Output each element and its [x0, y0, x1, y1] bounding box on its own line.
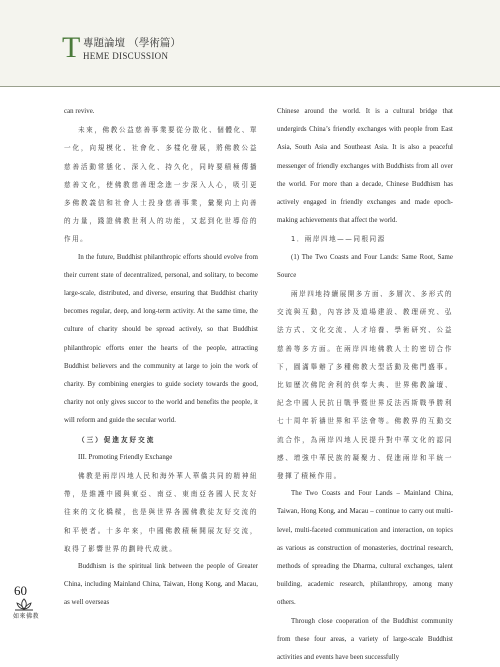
subheading-english: (1) The Two Coasts and Four Lands: Same Root, Same Source: [277, 253, 453, 279]
subheading-chinese: （三）促進友好交流: [78, 435, 156, 444]
right-text-column: [277, 103, 453, 667]
paragraph-1: can revive.: [64, 108, 95, 115]
subheading-english: III. Promoting Friendly Exchange: [78, 453, 173, 461]
paragraph-6: Chinese around the world. It is a cultural bridge that undergirds China’s friendly exchanges with people from East Asia, South Asia and Southeast Asia. It is also a peaceful messenger of friendly exchanges with Buddhists from all over the world. For more than a decade, Chinese Buddhism has actively engaged in friendly exchanges and made epoch-making achievements that affect the world.: [277, 108, 453, 225]
left-text-column: [64, 103, 258, 613]
paragraph-4: 佛教是兩岸四地人民和海外華人華僑共同的精神紐帶，是維護中國與東亞、南亞、東南亞各國人民友好往來的文化橋樑，也是與世界各國佛教徒友好交流的和平使者。十多年來，中國佛教積極開展友好交流，取得了影響世界的劃時代成就。: [64, 472, 258, 553]
lotus-logo-icon: [12, 598, 36, 612]
page-number: 60: [14, 583, 27, 598]
paragraph-8: The Two Coasts and Four Lands – Mainland China, Taiwan, Hong Kong, and Macau – continue to carry out multi-level, multi-faceted communication and interaction, on topics as various as construction of monasteries, doctrinal research, methods of spreading the Dharma, cultural exchanges, talent building, academic research, philanthropy, among many others.: [277, 490, 453, 607]
publication-name: 如來佛教: [13, 613, 40, 620]
paragraph-7: 兩岸四地持續展開多方面、多層次、多形式的交流與互動，內容涉及道場建設、教理研究、弘法方式、文化交流、人才培養、學術研究、公益慈善等多方面。在兩岸四地佛教人士的密切合作下，圓滿舉辦了多種佛教大型活動及佛門盛事。比如歷次佛陀舍利的供奉大典、世界佛教論壇、紀念中國人民抗日戰爭暨世界反法西斯戰爭勝利七十周年祈禱世界和平法會等。佛教界的互動交流合作，為兩岸四地人民提升對中華文化的認同感、增強中華民族的凝聚力、促進兩岸和平統一發揮了積極作用。: [277, 290, 453, 481]
paragraph-2: 未來，佛教公益慈善事業要從分散化、個體化、單一化，向規模化、社會化、多樣化發展，將佛教公益慈善活動常態化、深入化、持久化，同時要積極傳播慈善文化，使佛教慈善理念進一步深入人心，吸引更多佛教義信和社會人士投身慈善事業，彙聚向上向善的力量，踐證佛教世利人的功能，又起到化世導俗的作用。: [64, 126, 258, 244]
subheading-chinese: 1．兩岸四地——同根同源: [291, 235, 386, 244]
section-title-chinese: 專題論壇 （學術篇）: [83, 37, 181, 49]
paragraph-5: Buddhism is the spiritual link between the people of Greater China, including Mainland China, Taiwan, Hong Kong, and Macau, as well overseas: [64, 563, 258, 607]
paragraph-3: In the future, Buddhist philanthropic efforts should evolve from their current state of decentralized, personal, and solitary, to become large-scale, distributed, and diverse, ensuring that Buddhist charity becomes regular, deep, and long-term activity. At the same time, the culture of charity should be spread actively, so that Buddhist philanthropic efforts enter the hearts of the people, attracting Buddhist believers and the community at large to join the work of charity. By combining energies to guide society towards the good, charity not only gives succor to the world and benefits the people, it will reform and guide the secular world.: [64, 253, 258, 425]
header-initial-letter: T: [62, 31, 81, 64]
section-title-english: HEME DISCUSSION: [83, 51, 169, 61]
header-divider: [0, 86, 500, 87]
paragraph-9: Through close cooperation of the Buddhist community from these four areas, a variety of large-scale Buddhist activities and events have been successfully: [277, 617, 453, 662]
